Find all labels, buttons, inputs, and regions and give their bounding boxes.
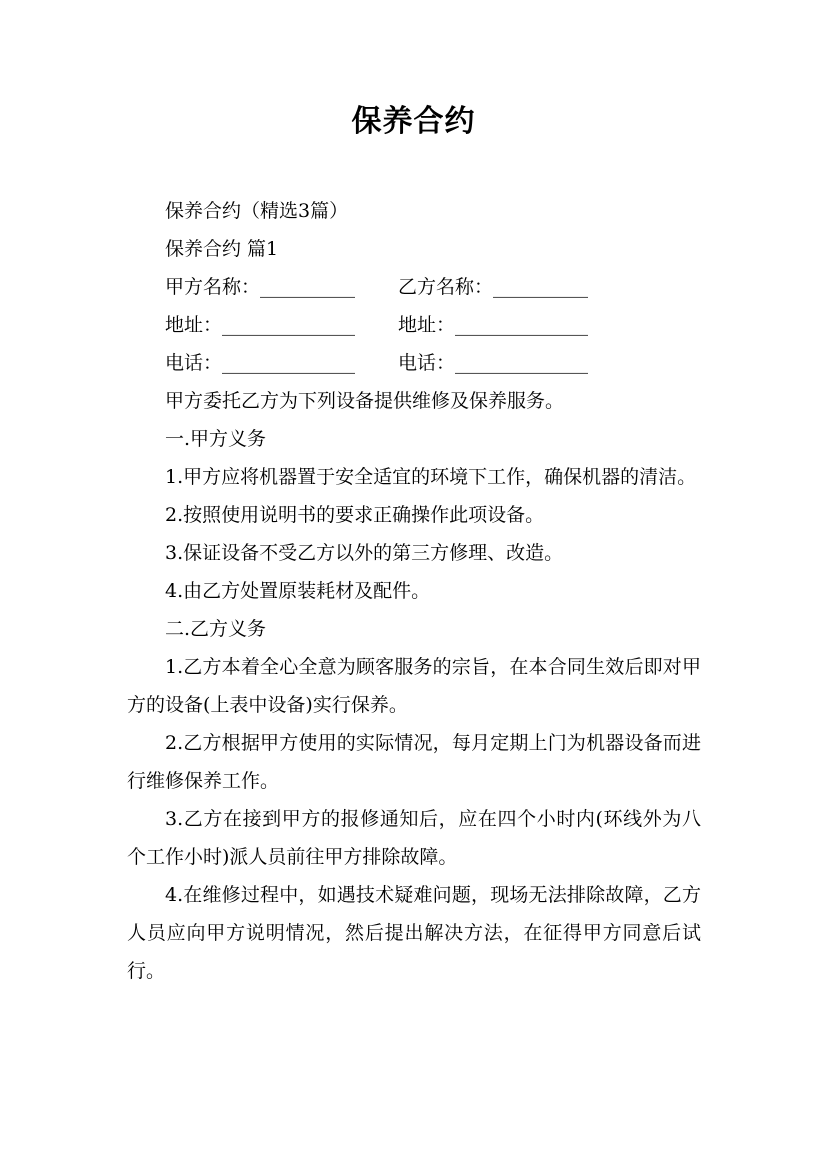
part2-item-3: 3.乙方在接到甲方的报修通知后，应在四个小时内(环线外为八个工作小时)派人员前往甲方排除故障。 (127, 808, 701, 868)
party-row-address (127, 306, 701, 344)
party-a-phone-field: 电话：______________ (165, 352, 356, 374)
part2-item-1: 1.乙方本着全心全意为顾客服务的宗旨，在本合同生效后即对甲方的设备(上表中设备)实行保养。 (127, 656, 701, 716)
part1-item-1: 1.甲方应将机器置于安全适宜的环境下工作，确保机器的清洁。 (165, 466, 697, 488)
document-body (127, 192, 701, 990)
subtitle: 保养合约（精选3篇） (165, 200, 349, 222)
party-row-name (127, 268, 701, 306)
party-b-name-field: 乙方名称：__________ (398, 276, 589, 298)
party-a-address-field: 地址：______________ (165, 314, 356, 336)
part2-item-2: 2.乙方根据甲方使用的实际情况，每月定期上门为机器设备而进行维修保养工作。 (127, 732, 701, 792)
document-title: 保养合约 (351, 104, 476, 139)
part1-heading: 一.甲方义务 (165, 428, 267, 450)
intro-paragraph: 甲方委托乙方为下列设备提供维修及保养服务。 (165, 390, 565, 412)
part2-item-4: 4.在维修过程中，如遇技术疑难问题，现场无法排除故障，乙方人员应向甲方说明情况，然后提出解决方法，在征得甲方同意后试行。 (127, 884, 701, 982)
part1-item-2: 2.按照使用说明书的要求正确操作此项设备。 (165, 504, 545, 526)
party-row-phone (127, 344, 701, 382)
party-b-phone-field: 电话：______________ (398, 352, 589, 374)
party-a-name-field: 甲方名称：__________ (165, 276, 356, 298)
part2-heading: 二.乙方义务 (165, 618, 267, 640)
party-b-address-field: 地址：______________ (398, 314, 589, 336)
part1-item-4: 4.由乙方处置原装耗材及配件。 (165, 580, 431, 602)
part1-item-3: 3.保证设备不受乙方以外的第三方修理、改造。 (165, 542, 564, 564)
section-heading: 保养合约 篇1 (165, 238, 279, 260)
